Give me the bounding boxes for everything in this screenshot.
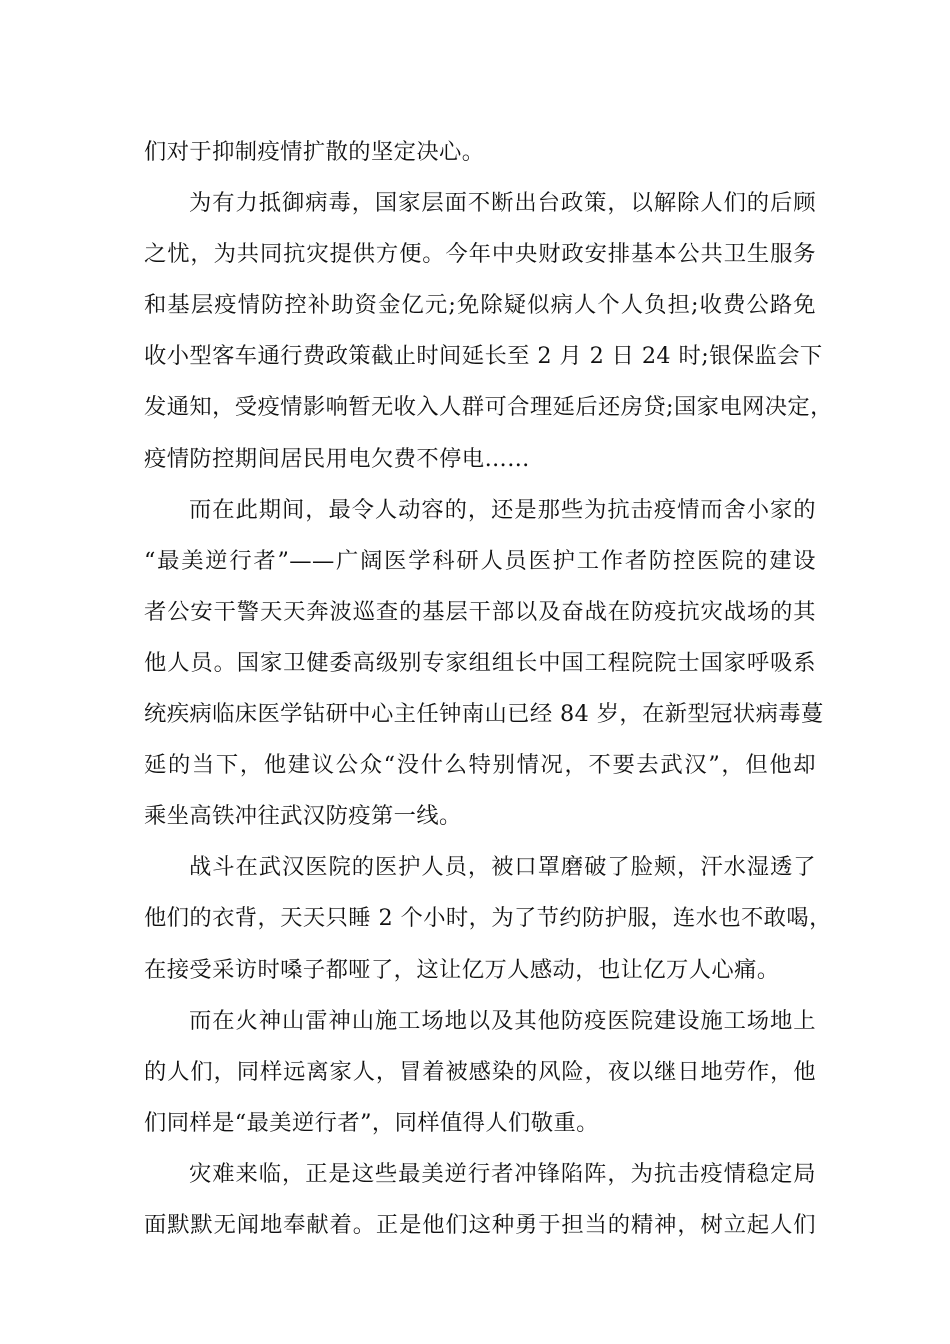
text-line: “最美逆行者”——广阔医学科研人员医护工作者防控医院的建设: [144, 547, 816, 574]
text-line: 他人员。国家卫健委高级别专家组组长中国工程院院士国家呼吸系: [144, 649, 816, 676]
text-line: 而在此期间，最令人动容的，还是那些为抗击疫情而舍小家的: [189, 496, 816, 523]
text-line: 面默默无闻地奉献着。正是他们这种勇于担当的精神，树立起人们: [144, 1211, 816, 1238]
text-line: 收小型客车通行费政策截止时间延长至 2 月 2 日 24 时;银保监会下: [144, 343, 823, 370]
text-line: 发通知，受疫情影响暂无收入人群可合理延后还房贷;国家电网决定，: [144, 394, 833, 421]
text-line: 们对于抑制疫情扩散的坚定决心。: [144, 139, 485, 165]
text-line: 他们的衣背，天天只睡 2 个小时，为了节约防护服，连水也不敢喝，: [144, 905, 832, 932]
document-body: [144, 127, 833, 1251]
paragraph-2: [144, 178, 833, 485]
text-line: 灾难来临，正是这些最美逆行者冲锋陷阵，为抗击疫情稳定局: [189, 1160, 816, 1187]
text-line: 战斗在武汉医院的医护人员，被口罩磨破了脸颊，汗水湿透了: [189, 854, 816, 881]
text-line: 之忧，为共同抗灾提供方便。今年中央财政安排基本公共卫生服务: [144, 241, 816, 268]
text-line: 延的当下，他建议公众“没什么特别情况，不要去武汉”，但他却: [144, 752, 816, 779]
paragraph-6: [144, 1149, 816, 1251]
text-line: 为有力抵御病毒，国家层面不断出台政策，以解除人们的后顾: [189, 190, 816, 217]
text-line: 统疾病临床医学钻研中心主任钟南山已经 84 岁，在新型冠状病毒蔓: [144, 701, 824, 728]
text-line: 而在火神山雷神山施工场地以及其他防疫医院建设施工场地上: [189, 1007, 816, 1034]
text-line: 者公安干警天天奔波巡查的基层干部以及奋战在防疫抗灾战场的其: [144, 598, 816, 625]
text-line: 疫情防控期间居民用电欠费不停电……: [144, 445, 530, 472]
paragraph-1: [144, 127, 816, 178]
text-line: 乘坐高铁冲往武汉防疫第一线。: [144, 803, 462, 830]
text-line: 和基层疫情防控补助资金亿元;免除疑似病人个人负担;收费公路免: [144, 292, 816, 319]
text-line: 的人们，同样远离家人，冒着被感染的风险，夜以继日地劳作，他: [144, 1058, 816, 1085]
paragraph-5: [144, 996, 816, 1149]
text-line: 在接受采访时嗓子都哑了，这让亿万人感动，也让亿万人心痛。: [144, 956, 780, 983]
paragraph-3: [144, 485, 824, 843]
text-line: 们同样是“最美逆行者”，同样值得人们敬重。: [144, 1109, 599, 1136]
paragraph-4: [144, 842, 832, 995]
